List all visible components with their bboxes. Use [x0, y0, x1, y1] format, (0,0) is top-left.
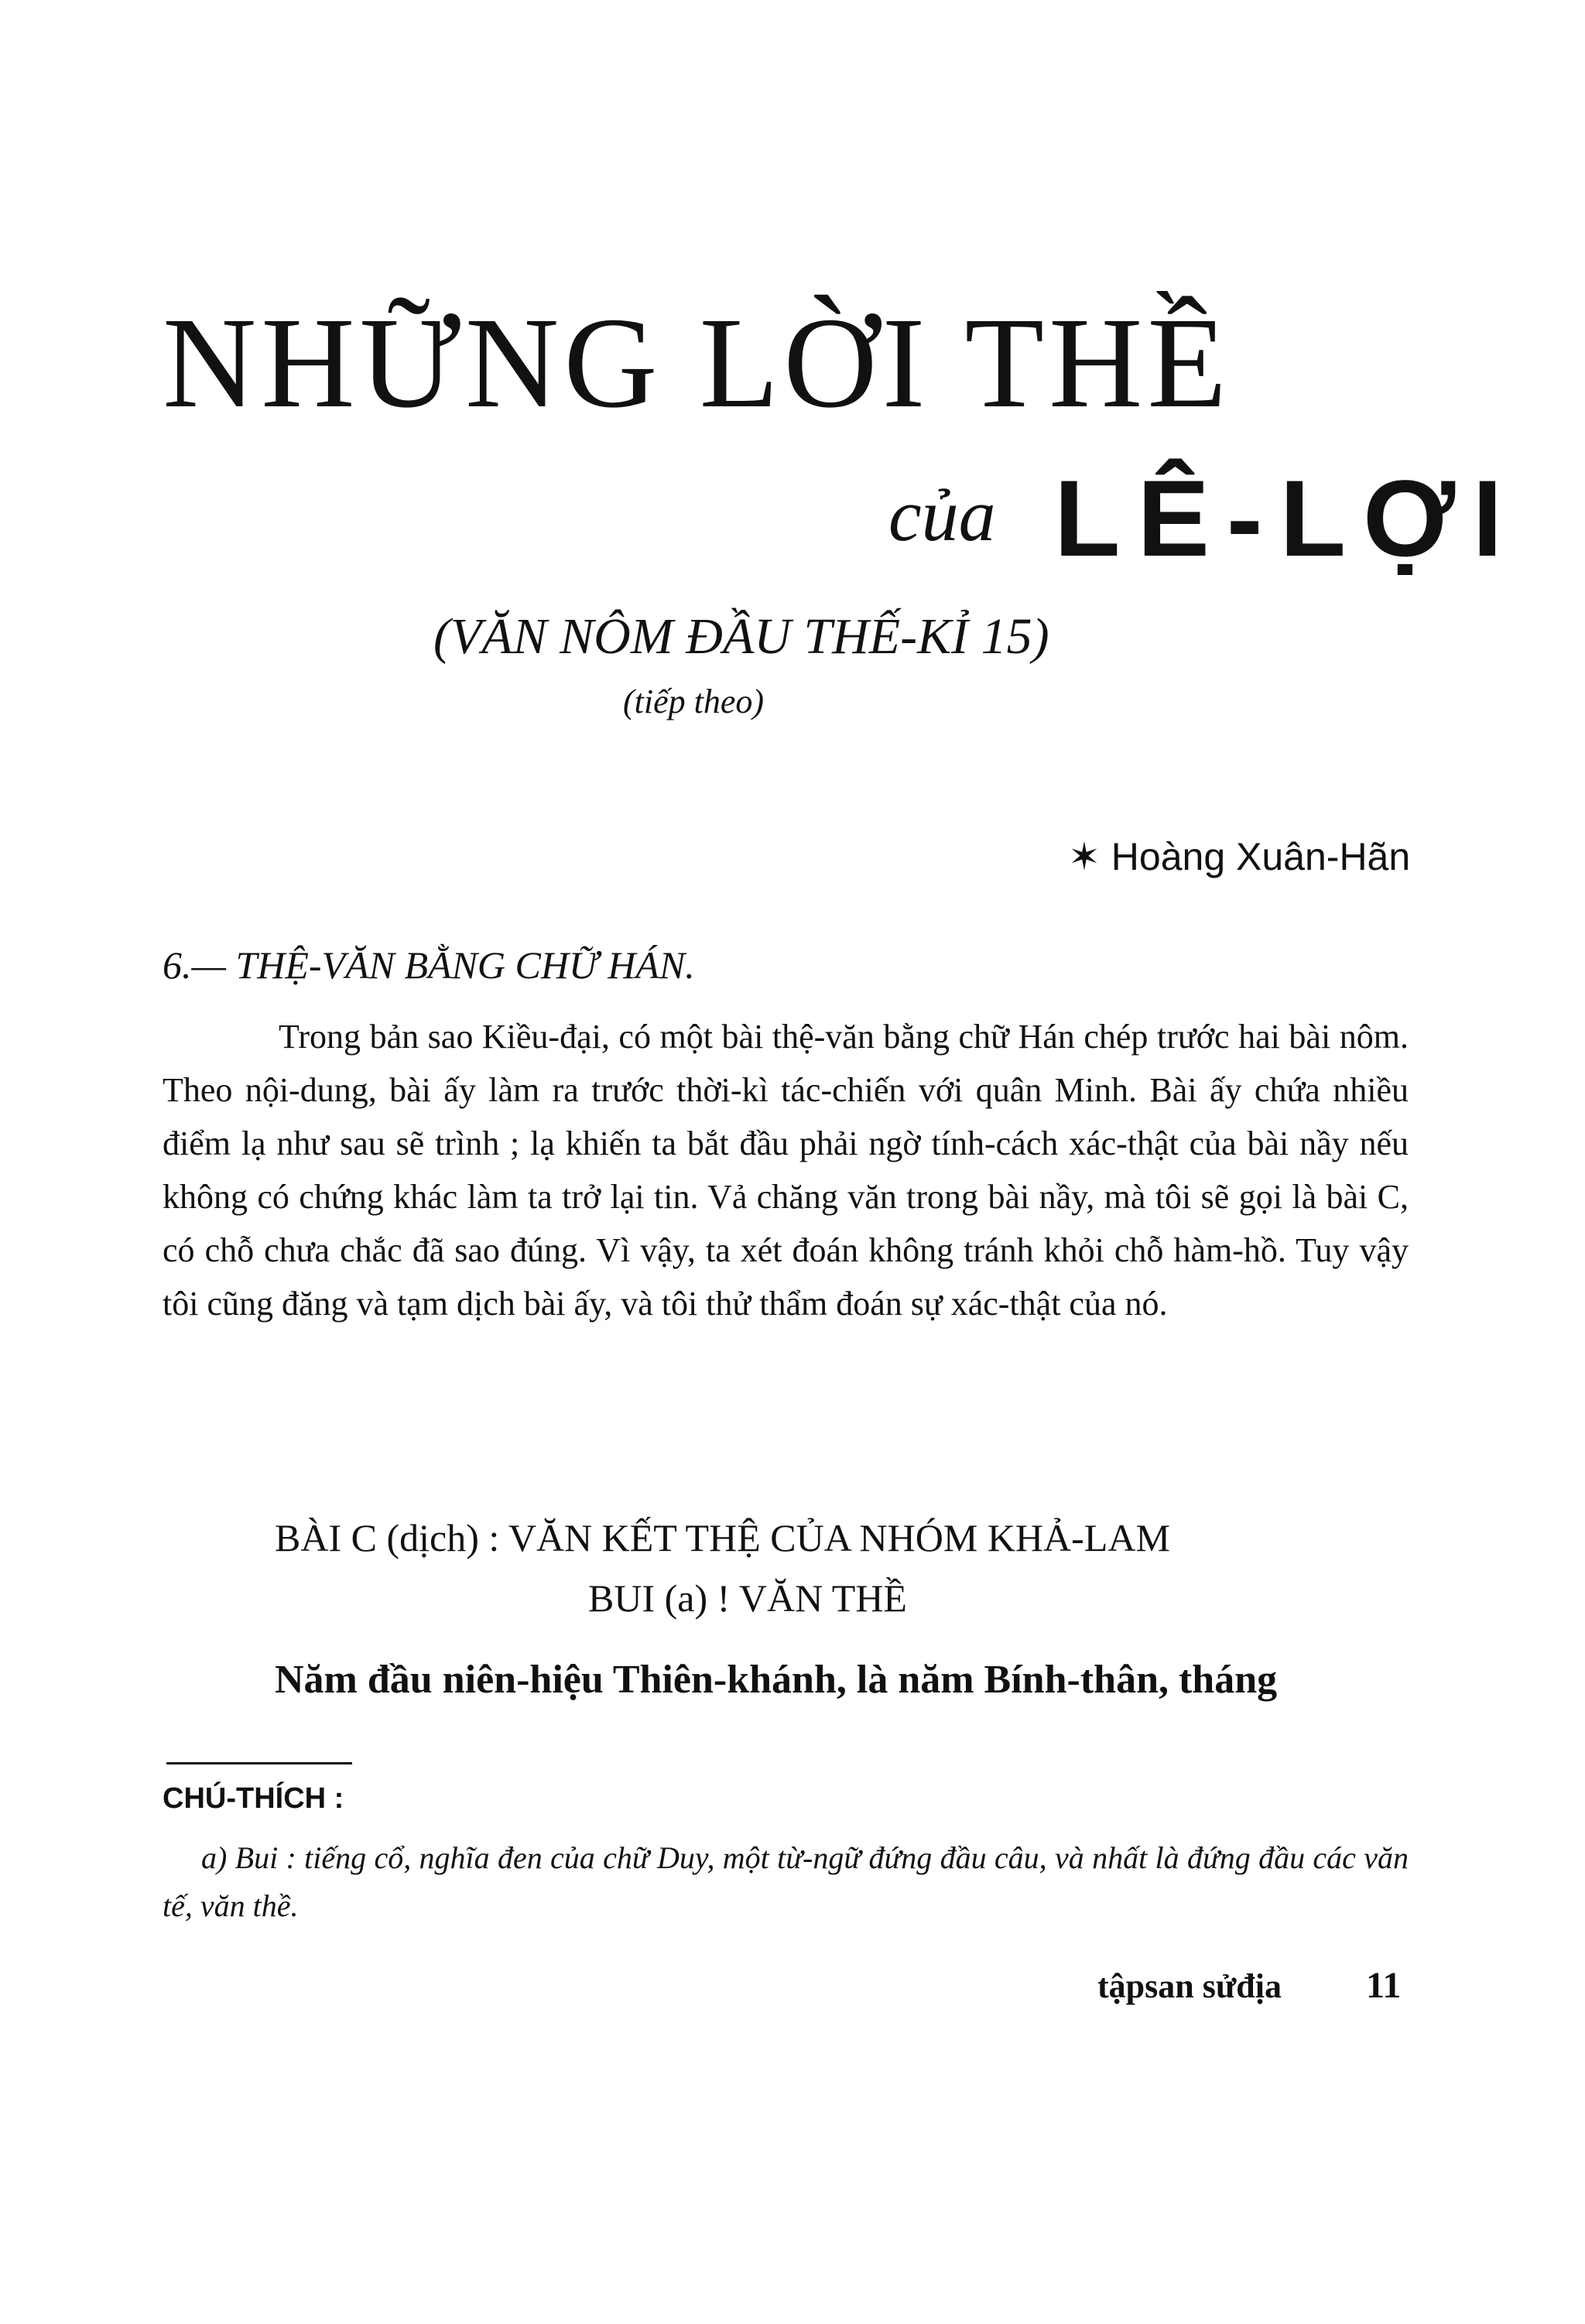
footnote-divider: [166, 1762, 352, 1764]
bai-c-first-line: Năm đầu niên-hiệu Thiên-khánh, là năm Bính-thân, tháng: [275, 1658, 1278, 1702]
footer-publication: tậpsan sửđịa: [1097, 1967, 1282, 2005]
section-heading: 6.— THỆ-VĂN BẰNG CHỮ HÁN.: [163, 943, 695, 987]
article-title-name: LÊ-LỢI: [1054, 457, 1520, 579]
article-subtitle-note: (tiếp theo): [623, 683, 765, 720]
body-paragraph: Trong bản sao Kiều-đại, có một bài thệ-văn bằng chữ Hán chép trước hai bài nôm. Theo nội-dung, bài ấy làm ra trước thời-kì tác-chiến với quân Minh. Bài ấy chứa nhiều điểm lạ như sau sẽ trình ; lạ khiến ta bắt đầu phải ngờ tính-cách xác-thật của bài nầy nếu không có chứng khác làm ta trở lại tin. Vả chăng văn trong bài nầy, mà tôi sẽ gọi là bài C, có chỗ chưa chắc đã sao đúng. Vì vậy, ta xét đoán không tránh khỏi chỗ hàm-hồ. Tuy vậy tôi cũng đăng và tạm dịch bài ấy, và tôi thử thẩm đoán sự xác-thật của nó.: [163, 1018, 1409, 1323]
footnote-heading: CHÚ-THÍCH :: [163, 1782, 344, 1815]
bai-c-heading-line2: BUI (a) ! VĂN THỀ: [588, 1576, 907, 1620]
bai-c-heading-line1: BÀI C (dịch) : VĂN KẾT THỆ CỦA NHÓM KHẢ-LAM: [275, 1516, 1170, 1559]
author-byline: ✶ Hoàng Xuân-Hãn: [1068, 835, 1411, 878]
page-number: 11: [1366, 1965, 1402, 2006]
article-title: NHỮNG LỜI THỀ: [163, 291, 1232, 435]
article-title-of: của: [888, 474, 996, 556]
article-subtitle: (VĂN NÔM ĐẦU THẾ-KỈ 15): [433, 608, 1049, 665]
footnote-text: a) Bui : tiếng cổ, nghĩa đen của chữ Duy, một từ-ngữ đứng đầu câu, và nhất là đứng đầu các văn tế, văn thề.: [163, 1840, 1409, 1923]
